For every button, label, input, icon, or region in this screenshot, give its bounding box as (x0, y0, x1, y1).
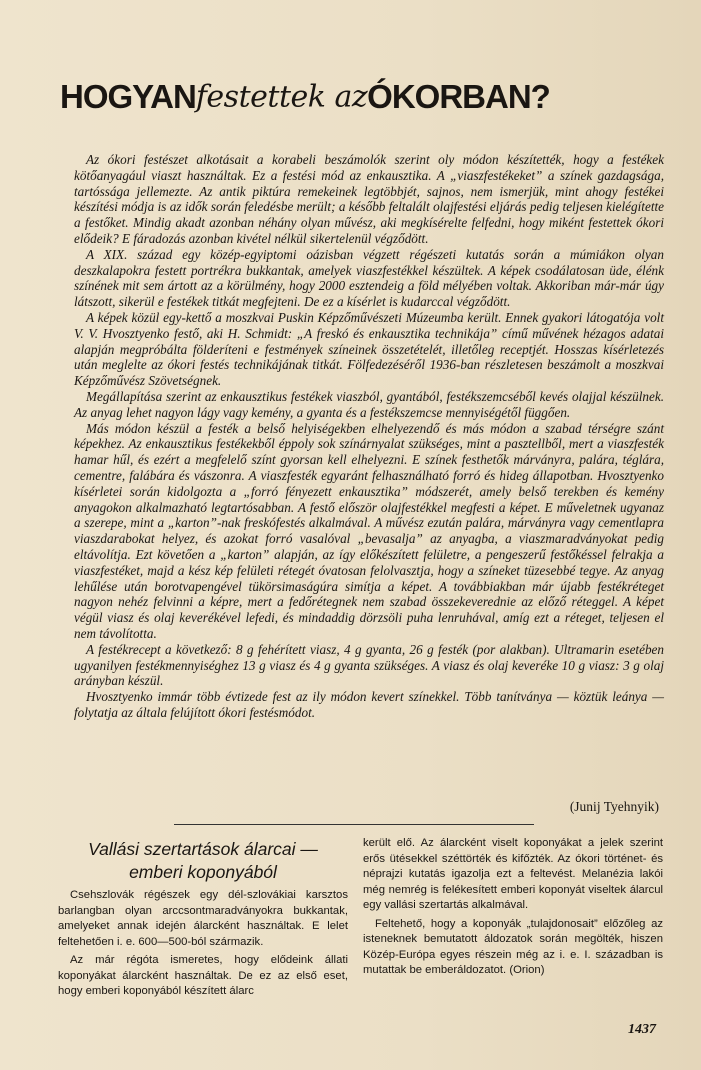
section-divider (174, 824, 534, 825)
article-paragraph: A XIX. század egy közép-egyiptomi oázisban végzett régészeti kutatás során a múmiákon olyan deszkalapokra festett portrékra bukkantak, amelyek viaszfestékkel készültek. A képek csodálatosan üde, élénk színének mit sem ártott az a körülmény, hogy 2000 esztendeig a föld mélyében voltak. Akkoriban már-már úgy látszott, sikerül e festékek titkát megfejteni. De ez a kísérlet is kudarccal végződött. (74, 246, 664, 310)
article-body (74, 152, 664, 721)
page-number: 1437 (628, 1022, 656, 1037)
article-paragraph: Az ókori festészet alkotásait a korabeli beszámolók szerint oly módon készítették, hogy a festékek kötőanyagául viaszt használtak. Ez a festési mód az enkausztika. A „viaszfestékeket” a színek gazdagsága, tartóssága jellemezte. Az antik piktúra remekeinek legtöbbjét, sajnos, nem ismerjük, mint ahogy festékei készítési módja is az idők során feledésbe merült; a később feltalált olajfestési eljárás pedig teljesen kielégítette a festőket. Mindig akadt azonban néhány olyan művész, aki megkísérelte felfedni, hogy miként festettek ókori elődeik? E fáradozás azonban kivétel nélkül sikertelenül végződött. (74, 152, 664, 246)
sidebar-paragraph: Az már régóta ismeretes, hogy elődeink állati koponyákat álarcként használtak. De ez az első eset, hogy emberi koponyából készített álarc (58, 954, 348, 997)
article-author: (Junij Tyehnyik) (569, 799, 659, 814)
sidebar-title (58, 838, 348, 884)
title-part-2: ÓKORBAN? (367, 78, 550, 115)
article-paragraph: A képek közül egy-kettő a moszkvai Puskin Képzőművészeti Múzeumba került. Ennek gyakori látogatója volt V. V. Hvosztyenko festő, aki H. Schmidt: „A freskó és enkausztika technikája” című művének hézagos adatai alapján megpróbálta földeríteni e festmények színeinek összetételét, illetőleg receptjét. Hosszas kísérletezés után meglelte az ókori festés technikájának titkát. Fölfedezéséről 1936-ban részletesen beszámolt a moszkvai Képzőművész Szövetségnek. (74, 309, 664, 389)
title-script: festettek az (195, 79, 368, 115)
sidebar-paragraph: került elő. Az álarcként viselt koponyákat a jelek szerint erős ütésekkel széttörték és kifőzték. Az ókori történet- és néprajzi kutatás igazolja ezt a feltevést. Melanézia lakói még nemrég is felékesített emberi koponyát viseltek álarcul egy vallási szertartás alkalmával. (363, 837, 663, 911)
sidebar-title-line-2: emberi koponyából (129, 862, 277, 882)
sidebar-paragraph: Csehszlovák régészek egy dél-szlovákiai karsztos barlangban olyan arccsontmaradványokra bukkantak, amelyeket annak idején álarcként használtak. E lelet feltehetően i. e. 600—500-ból származik. (58, 889, 348, 948)
article-paragraph: A festékrecept a következő: 8 g fehérített viasz, 4 g gyanta, 26 g festék (por alakban). Ultramarin esetében ugyanilyen festékmennyiséghez 13 g viasz és 4 g gyanta szükséges. A viasz és olaj keveréke 10 g viasz: 3 g olaj arányban készül. (74, 641, 664, 689)
article-title (60, 78, 670, 128)
article-paragraph: Megállapítása szerint az enkausztikus festékek viaszból, gyantából, festékszemcséből kevés olajjal készülnek. Az anyag lehet nagyon lágy vagy kemény, a gyanta és a festékszemcse mennyiségétől függően. (74, 388, 664, 420)
article-paragraph: Más módon készül a festék a belső helyiségekben elhelyezendő és más módon a szabad térségre szánt képekhez. Az enkausztikus festékekből éppoly sok színárnyalat szükséges, mint a pasztellből, mert a viaszfesték hamar hűl, és ezért a megfelelő színt gyorsan kell elhelyezni. E színek festhetők márványra, palára, téglára, cementre, falábára és vászonra. A viaszfesték egyaránt felhasználható forró és hideg állapotban. Hvosztyenko kísérletei során kidolgozta a „forró fényezett enkausztika” módszerét, amely belső terekben és kemény anyagokon alkalmazható legtartósabban. A festő először olajfestékkel megfesti a képet. E műveletnek ugyanaz a szerepe, mint a „karton”-nak freskófestés alkalmával. A művész ezután palára, márványra vagy cementlapra viaszdarabokat helyez, és azokat forró vasalóval „bevasalja” az anyagba, a viaszmaradványokat pedig eltávolítja. Ezt követően a „karton” alapján, az így előkészített felületre, a pengeszerű festőkéssel felrakja a viaszfestéket, majd a kész kép felületi rétegét óvatosan felolvasztja, hogy a színeket tüzesebbé tegye. Az anyag lehűlése után borotvapengével tükörsimaságúra simítja a képet. A továbbiakban már újabb festékréteget nagyon nehéz felvinni a képre, mert a fedőrétegnek nem szabad összekeverednie az előző réteggel. A képet végül viasz és olaj keverékével lefedi, és mindaddig dörzsöli puha lenruhával, amíg ezt a réteget, teljesen el nem távolította. (74, 420, 664, 641)
article-paragraph: Hvosztyenko immár több évtizede fest az ily módon kevert színekkel. Több tanítványa — köztük leánya — folytatja az általa felújított ókori festésmódot. (74, 689, 664, 720)
sidebar-paragraph: Feltehető, hogy a koponyák „tulajdonosait” előzőleg az isteneknek bemutatott áldozatok során megölték, hiszen Közép-Európa egyes részein még az i. e. I. században is mutattak be emberáldozatot. (Orion) (363, 917, 663, 976)
sidebar-left-column (58, 888, 348, 1003)
sidebar-title-line-1: Vallási szertartások álarcai — (88, 839, 318, 859)
title-part-1: HOGYAN (60, 78, 196, 115)
sidebar-right-column (363, 836, 663, 982)
